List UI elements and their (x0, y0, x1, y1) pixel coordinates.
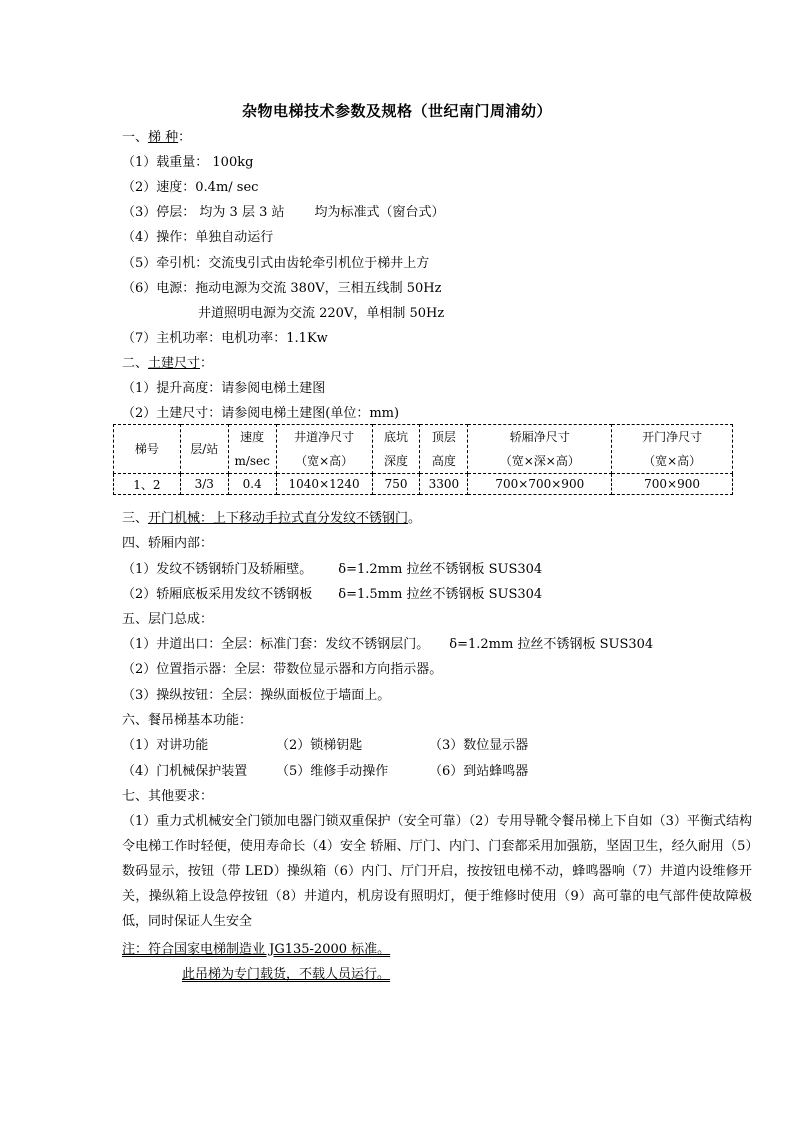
spec-motor: （7）主机功率：电机功率：1.1Kw (122, 331, 328, 346)
header-cell: 梯号 (114, 425, 181, 474)
section-3-period: 。 (408, 511, 422, 526)
section-3-heading (122, 511, 421, 527)
function-digital-display: （3）数位显示器 (429, 738, 529, 753)
header-cell: 开门净尺寸 （宽×高） (612, 425, 733, 474)
table-cell: 750 (372, 474, 420, 495)
table-cell: 3300 (420, 474, 468, 495)
standard-note-text: 注：符合国家电梯制造业 JG135-2000 标准。 (122, 942, 391, 957)
spec-lift-height: （1）提升高度：请参阅电梯土建图 (122, 381, 326, 396)
section-2-colon: ： (200, 356, 214, 371)
section-3-title: 开门机械：上下移动手拉式直分发纹不锈钢门 (148, 511, 409, 526)
cargo-only-note (182, 967, 390, 983)
spec-lighting-power: 井道照明电源为交流 220V，单相制 50Hz (198, 306, 445, 321)
section-1-number: 一、 (122, 130, 149, 145)
spec-stops-count: （3）停层： 均为 3 层 3 站 (122, 205, 285, 220)
section-1-title: 梯 种 (148, 130, 179, 145)
spec-traction: （5）牵引机：交流曳引式由齿轮牵引机位于梯井上方 (122, 256, 430, 271)
header-cell: 轿厢净尺寸 （宽×深×高） (468, 425, 612, 474)
section-7-heading: 七、其他要求： (122, 789, 214, 804)
landing-door-material: δ=1.2mm 拉丝不锈钢板 SUS304 (449, 637, 654, 652)
header-cell: 底坑 深度 (372, 425, 420, 474)
landing-door-spec (122, 637, 653, 653)
header-cell: 速度 m/sec (228, 425, 276, 474)
section-5-heading: 五、层门总成： (122, 612, 214, 627)
section-4-heading: 四、轿厢内部： (122, 536, 214, 551)
spec-speed: （2）速度：0.4m/ sec (122, 180, 259, 195)
cargo-only-note-text: 此吊梯为专门载货，不载人员运行。 (182, 967, 391, 982)
control-button-spec: （3）操纵按钮：全层：操纵面板位于墙面上。 (122, 688, 391, 703)
standard-note (122, 942, 390, 958)
table-cell: 0.4 (228, 474, 276, 495)
spec-stops-type: 均为标准式（窗台式） (314, 205, 445, 220)
car-floor-text: （2）轿厢底板采用发纹不锈钢板 (122, 587, 313, 602)
car-wall-spec (122, 562, 542, 578)
function-intercom: （1）对讲功能 (122, 738, 209, 753)
car-wall-text: （1）发纹不锈钢轿门及轿厢壁。 (122, 562, 313, 577)
dimension-table (113, 424, 733, 495)
section-2-heading (122, 356, 213, 372)
table-cell: 700×900 (612, 474, 733, 495)
table-cell: 1、2 (114, 474, 181, 495)
section-2-number: 二、 (122, 356, 149, 371)
section-3-number: 三、 (122, 511, 149, 526)
car-floor-material: δ=1.5mm 拉丝不锈钢板 SUS304 (338, 587, 543, 602)
header-cell: 顶层 高度 (420, 425, 468, 474)
spec-operation: （4）操作：单独自动运行 (122, 230, 274, 245)
section-6-heading: 六、餐吊梯基本功能： (122, 713, 253, 728)
table-cell: 700×700×900 (468, 474, 612, 495)
section-1-heading (122, 130, 191, 146)
table-cell: 1040×1240 (276, 474, 372, 495)
landing-door-text: （1）井道出口：全层：标准门套：发纹不锈钢层门。 (122, 637, 430, 652)
header-cell: 井道净尺寸 （宽×高） (276, 425, 372, 474)
spec-stops (122, 205, 445, 221)
document-title: 杂物电梯技术参数及规格（世纪南门周浦幼） (241, 102, 552, 120)
spec-load: （1）载重量： 100kg (122, 155, 254, 170)
other-requirements-paragraph: （1）重力式机械安全门锁加电器门锁双重保护（安全可靠）（2）专用导靴令餐吊梯上下自如（3）平衡式结构令电梯工作时轻便，使用寿命长（4）安全 轿厢、厅门、内门、门套都采用加强筋，坚固卫生，经久耐用（5）数码显示，按钮（带 LED）操纵箱（6）内门、厅门开启，按按钮电梯不动，蜂鸣器响（7）井道内设维修开关，操纵箱上设急停按钮（8）井道内，机房设有照明灯，便于维修时使用（9）高可靠的电气部件使故障极低，同时保证人生安全 (122, 814, 752, 929)
function-door-protection: （4）门机械保护装置 (122, 764, 248, 779)
table-row (114, 474, 733, 495)
car-wall-material: δ=1.2mm 拉丝不锈钢板 SUS304 (338, 562, 543, 577)
table-header-row (114, 425, 733, 474)
position-indicator-spec: （2）位置指示器：全层：带数位显示器和方向指示器。 (122, 662, 443, 677)
section-2-title: 土建尺寸 (148, 356, 201, 371)
car-floor-spec (122, 587, 542, 603)
function-manual-maintenance: （5）维修手动操作 (276, 764, 389, 779)
table-cell: 3/3 (180, 474, 228, 495)
spec-power: （6）电源：拖动电源为交流 380V，三相五线制 50Hz (122, 281, 442, 296)
spec-civil-size: （2）土建尺寸：请参阅电梯土建图(单位：mm) (122, 406, 400, 421)
section-1-colon: ： (178, 130, 192, 145)
function-lock-key: （2）锁梯钥匙 (276, 738, 363, 753)
header-cell: 层/站 (180, 425, 228, 474)
function-arrival-buzzer: （6）到站蜂鸣器 (429, 764, 529, 779)
